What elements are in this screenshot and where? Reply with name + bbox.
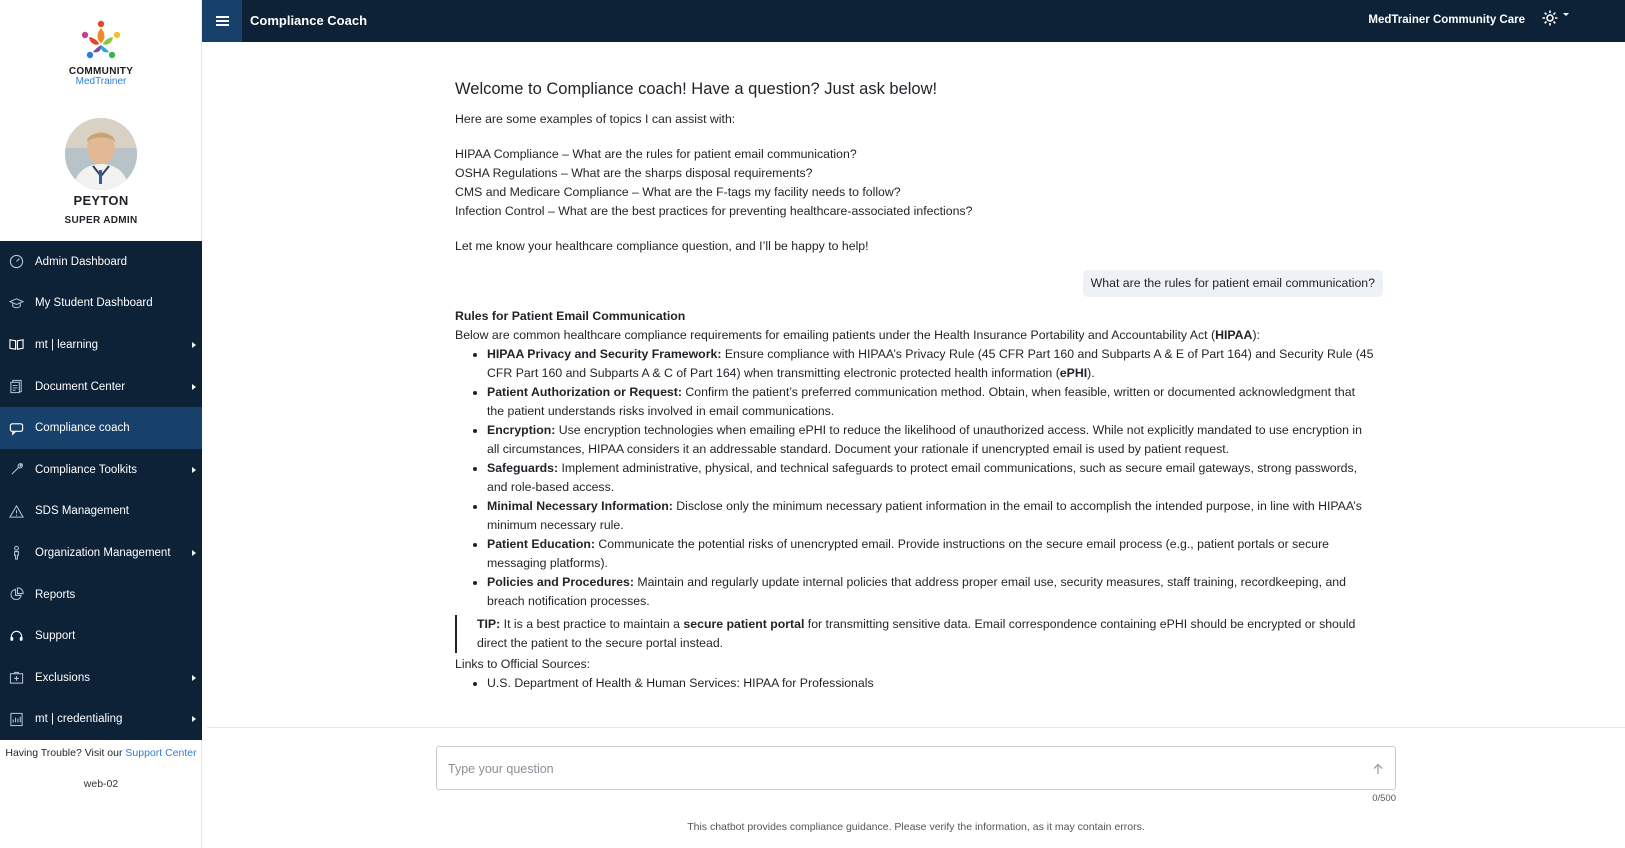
list-item: • Safeguards: Implement administrative, physical, and technical safeguards to protect email communications, such as secure email gateways, strong passwords, and role-based access. — [487, 459, 1375, 497]
person-icon — [8, 545, 24, 561]
sidebar-item-sds-management[interactable] — [0, 491, 202, 533]
intro-text: Here are some examples of topics I can assist with: — [455, 112, 736, 126]
sidebar-item-mt-credentialing[interactable] — [0, 699, 202, 741]
links-heading: Links to Official Sources: — [455, 657, 591, 671]
character-counter: 0/500 — [1372, 793, 1396, 804]
response-lead: Below are common healthcare compliance requirements for emailing patients under the Health Insurance Portability and Accountability Act (HIPAA): — [455, 328, 1260, 342]
caret-right-icon — [192, 550, 196, 556]
sidebar-item-my-student-dashboard[interactable] — [0, 283, 202, 325]
sidebar-item-label: Support — [35, 630, 76, 643]
organization-name: MedTrainer Community Care — [1368, 14, 1525, 26]
sidebar-nav — [0, 241, 202, 740]
caret-right-icon — [192, 467, 196, 473]
sidebar-item-label: Organization Management — [35, 546, 171, 559]
documents-icon — [8, 379, 24, 395]
list-item: • Policies and Procedures: Maintain and regularly update internal policies that address proper email use, security measures, staff training, recordkeeping, and breach notification processes. — [487, 573, 1375, 611]
chat-transcript — [455, 78, 1375, 693]
open-book-icon — [8, 337, 24, 353]
user-role: SUPER ADMIN — [64, 215, 138, 226]
user-message-text: What are the rules for patient email communication? — [1083, 270, 1383, 297]
caret-right-icon — [192, 675, 196, 681]
server-label: web-02 — [83, 778, 119, 790]
sidebar-item-label: Compliance Toolkits — [35, 463, 138, 476]
support-center-link[interactable]: Support Center — [125, 747, 197, 759]
pie-chart-icon — [8, 587, 24, 603]
example-topic: CMS and Medicare Compliance – What are the F-tags my facility needs to follow? — [455, 185, 901, 199]
sidebar-item-document-center[interactable] — [0, 366, 202, 408]
chat-area — [207, 42, 1625, 728]
page-title: Compliance Coach — [250, 13, 368, 28]
tools-icon — [8, 462, 24, 478]
sidebar-item-label: Exclusions — [35, 671, 90, 684]
example-topic: Infection Control – What are the best practices for preventing healthcare-associated infections? — [455, 204, 973, 218]
caret-right-icon — [192, 716, 196, 722]
list-item: • Encryption: Use encryption technologies when emailing ePHI to reduce the likelihood of unauthorized access. While not explicitly mandated to use encryption in all circumstances, HIPAA considers it an addressable standard. Document your rationale if unencrypted email is used by patient request. — [487, 421, 1375, 459]
send-button[interactable] — [1369, 760, 1387, 778]
graduation-cap-icon — [8, 295, 24, 311]
gauge-icon — [8, 254, 24, 270]
sidebar — [0, 0, 202, 848]
sidebar-item-label: My Student Dashboard — [35, 297, 153, 310]
composer-divider — [207, 727, 1625, 728]
medical-case-icon — [8, 670, 24, 686]
sidebar-item-label: Document Center — [35, 380, 126, 393]
avatar[interactable] — [65, 118, 137, 190]
gear-icon — [1541, 9, 1559, 27]
sidebar-item-organization-management[interactable] — [0, 532, 202, 574]
response-title: Rules for Patient Email Communication — [455, 309, 686, 323]
list-item: • Minimal Necessary Information: Disclose only the minimum necessary patient information in the email to accomplish the intended purpose, in line with HIPAA’s minimum necessary rule. — [487, 497, 1375, 535]
caret-right-icon — [192, 342, 196, 348]
list-item: • Patient Education: Communicate the potential risks of unencrypted email. Provide instructions on the secure email process (e.g., patient portals or secure messaging platforms). — [487, 535, 1375, 573]
source-links — [487, 674, 1375, 693]
sidebar-item-label: Reports — [35, 588, 76, 601]
sidebar-item-label: Compliance coach — [35, 422, 130, 435]
settings-dropdown[interactable] — [1541, 9, 1569, 27]
question-input[interactable] — [448, 759, 1348, 779]
logo-text-community: COMMUNITY — [68, 66, 134, 77]
logo-mark-icon — [78, 18, 124, 64]
help-text — [0, 746, 202, 761]
sidebar-item-compliance-coach[interactable] — [0, 407, 202, 449]
sidebar-item-admin-dashboard[interactable] — [0, 241, 202, 283]
source-link[interactable]: • U.S. Department of Health & Human Services: HIPAA for Professionals — [487, 674, 1375, 693]
response-bullets — [487, 345, 1375, 611]
disclaimer-text: This chatbot provides compliance guidance. Please verify the information, as it may contain errors. — [687, 821, 1145, 833]
user-message — [455, 270, 1383, 297]
id-card-icon — [8, 711, 24, 727]
list-item: • HIPAA Privacy and Security Framework: Ensure compliance with HIPAA’s Privacy Rule (45 CFR Part 160 and Subparts A & E of Part 164) and Security Rule (45 CFR Part 160 and Subparts A & C of Part 164) when transmitting electronic protected health information (ePHI). — [487, 345, 1375, 383]
closing-text: Let me know your healthcare compliance question, and I’ll be happy to help! — [455, 239, 869, 253]
sidebar-item-exclusions[interactable] — [0, 657, 202, 699]
headset-icon — [8, 628, 24, 644]
example-topic: OSHA Regulations – What are the sharps disposal requirements? — [455, 166, 813, 180]
chat-bubble-icon — [8, 420, 24, 436]
chevron-down-icon — [1563, 13, 1569, 16]
sidebar-item-mt-learning[interactable] — [0, 324, 202, 366]
menu-toggle-button[interactable] — [202, 0, 242, 42]
bot-response — [455, 307, 1375, 693]
warning-icon — [8, 503, 24, 519]
sidebar-item-label: SDS Management — [35, 505, 129, 518]
question-input-box — [436, 746, 1396, 790]
arrow-up-icon — [1372, 763, 1384, 775]
community-medtrainer-logo[interactable] — [0, 18, 202, 87]
example-topic: HIPAA Compliance – What are the rules for patient email communication? — [455, 147, 857, 161]
sidebar-item-support[interactable] — [0, 615, 202, 657]
caret-right-icon — [192, 384, 196, 390]
sidebar-item-label: mt | learning — [35, 338, 99, 351]
hamburger-icon — [216, 14, 229, 28]
sidebar-item-label: mt | credentialing — [35, 713, 123, 726]
list-item: • Patient Authorization or Request: Confirm the patient’s preferred communication method. Obtain, when feasible, written or documented acknowledgment that the patient understands risks involved in email communications. — [487, 383, 1375, 421]
sidebar-item-reports[interactable] — [0, 574, 202, 616]
logo-text-medtrainer: MedTrainer — [75, 76, 127, 87]
tip-blockquote: TIP: It is a best practice to maintain a secure patient portal for transmitting sensitive data. Email correspondence containing ePHI should be encrypted or should direct the patient to the secure portal instead. — [455, 615, 1375, 653]
top-bar — [202, 0, 1625, 42]
sidebar-item-label: Admin Dashboard — [35, 255, 128, 268]
sidebar-item-compliance-toolkits[interactable] — [0, 449, 202, 491]
help-prefix: Having Trouble? Visit our — [5, 747, 126, 759]
welcome-heading: Welcome to Compliance coach! Have a question? Just ask below! — [455, 80, 938, 98]
user-name: PEYTON — [73, 193, 129, 208]
